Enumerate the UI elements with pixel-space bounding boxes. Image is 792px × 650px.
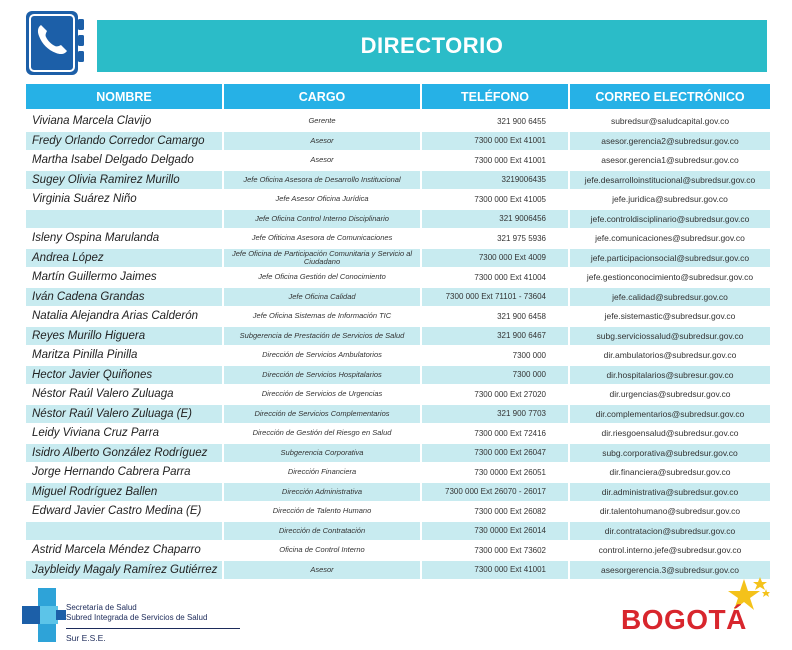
cell-nombre: Iván Cadena Grandas xyxy=(26,288,222,308)
table-body xyxy=(26,112,770,580)
cell-correo[interactable]: control.interno.jefe@subredsur.gov.co xyxy=(570,541,770,561)
table-row xyxy=(26,385,770,405)
cell-telefono: 730 0000 Ext 26051 xyxy=(422,463,568,483)
table-row xyxy=(26,210,770,230)
cell-cargo: Asesor xyxy=(224,561,420,581)
column-header-cargo: CARGO xyxy=(224,84,420,112)
cell-telefono: 7300 000 xyxy=(422,346,568,366)
page-title: DIRECTORIO xyxy=(360,33,504,58)
cell-nombre: Edward Javier Castro Medina (E) xyxy=(26,502,222,522)
table-row xyxy=(26,483,770,503)
cell-nombre: Miguel Rodríguez Ballen xyxy=(26,483,222,503)
cell-cargo: Oficina de Control Interno xyxy=(224,541,420,561)
cell-correo[interactable]: jefe.sistemastic@subredsur.gov.co xyxy=(570,307,770,327)
cell-cargo: Jefe Asesor Oficina Jurídica xyxy=(224,190,420,210)
org-line-1: Secretaría de Salud xyxy=(66,603,137,612)
cell-cargo: Dirección de Gestión del Riesgo en Salud xyxy=(224,424,420,444)
cell-correo[interactable]: dir.financiera@subredsur.gov.co xyxy=(570,463,770,483)
cell-correo[interactable]: subg.corporativa@subredsur.gov.co xyxy=(570,444,770,464)
table-row xyxy=(26,444,770,464)
title-bar xyxy=(97,20,767,72)
cell-correo[interactable]: subg.serviciossalud@subredsur.gov.co xyxy=(570,327,770,347)
table-row xyxy=(26,112,770,132)
cell-cargo: Jefe Oficina Control Interno Disciplinario xyxy=(224,210,420,230)
cell-cargo: Dirección de Servicios Ambulatorios xyxy=(224,346,420,366)
cell-telefono: 7300 000 Ext 71101 - 73604 xyxy=(422,288,568,308)
cell-cargo: Dirección de Servicios de Urgencias xyxy=(224,385,420,405)
cell-nombre: Martín Guillermo Jaimes xyxy=(26,268,222,288)
cell-cargo: Dirección de Contratación xyxy=(224,522,420,542)
cell-nombre: Astrid Marcela Méndez Chaparro xyxy=(26,541,222,561)
table-row xyxy=(26,424,770,444)
cell-nombre: Fredy Orlando Corredor Camargo xyxy=(26,132,222,152)
column-header-nombre: NOMBRE xyxy=(26,84,222,112)
table-row xyxy=(26,288,770,308)
cell-cargo: Dirección de Servicios Complementarios xyxy=(224,405,420,425)
table-row xyxy=(26,327,770,347)
table-header-row xyxy=(26,84,770,112)
cell-cargo: Jefe Oficina Calidad xyxy=(224,288,420,308)
cell-nombre: Leidy Viviana Cruz Parra xyxy=(26,424,222,444)
cell-telefono: 321 900 6467 xyxy=(422,327,568,347)
cell-cargo: Jefe Ofiticina Asesora de Comunicaciones xyxy=(224,229,420,249)
table-row xyxy=(26,366,770,386)
table-row xyxy=(26,151,770,171)
cell-correo[interactable]: asesorgerencia.3@subredsur.gov.co xyxy=(570,561,770,581)
cell-nombre: Maritza Pinilla Pinilla xyxy=(26,346,222,366)
table-row xyxy=(26,132,770,152)
cell-nombre: Isleny Ospina Marulanda xyxy=(26,229,222,249)
table-row xyxy=(26,405,770,425)
table-row xyxy=(26,268,770,288)
cell-correo[interactable]: dir.ambulatorios@subredsur.gov.co xyxy=(570,346,770,366)
cell-correo[interactable]: dir.riesgoensalud@subredsur.gov.co xyxy=(570,424,770,444)
cell-cargo: Dirección Financiera xyxy=(224,463,420,483)
cell-correo[interactable]: subredsur@saludcapital.gov.co xyxy=(570,112,770,132)
column-header-correo: CORREO ELECTRÓNICO xyxy=(570,84,770,112)
table-row xyxy=(26,561,770,581)
cell-telefono: 3219006435 xyxy=(422,171,568,191)
cell-nombre: Isidro Alberto González Rodríguez xyxy=(26,444,222,464)
cell-nombre: Reyes Murillo Higuera xyxy=(26,327,222,347)
cell-cargo: Asesor xyxy=(224,151,420,171)
table-row xyxy=(26,541,770,561)
org-line-3: Sur E.S.E. xyxy=(66,633,106,643)
cell-nombre: Hector Javier Quiñones xyxy=(26,366,222,386)
table-row xyxy=(26,307,770,327)
table-row xyxy=(26,190,770,210)
cell-correo[interactable]: jefe.gestionconocimiento@subredsur.gov.co xyxy=(570,268,770,288)
cell-nombre xyxy=(26,522,222,542)
logo-divider xyxy=(66,628,240,629)
cell-correo[interactable]: dir.urgencias@subredsur.gov.co xyxy=(570,385,770,405)
cell-cargo: Dirección de Talento Humano xyxy=(224,502,420,522)
cell-cargo: Gerente xyxy=(224,112,420,132)
cell-cargo: Jefe Oficina Gestión del Conocimiento xyxy=(224,268,420,288)
cell-nombre: Néstor Raúl Valero Zuluaga xyxy=(26,385,222,405)
cell-telefono: 321 900 7703 xyxy=(422,405,568,425)
cell-cargo: Subgerencia de Prestación de Servicios de Salud xyxy=(224,327,420,347)
directory-table xyxy=(24,84,772,580)
cell-telefono: 7300 000 Ext 26070 - 26017 xyxy=(422,483,568,503)
cell-telefono: 321 900 6458 xyxy=(422,307,568,327)
phone-book-icon xyxy=(24,9,86,77)
bogota-logo: BOGOTÁ xyxy=(621,604,747,635)
cell-telefono: 730 0000 Ext 26014 xyxy=(422,522,568,542)
cell-correo[interactable]: jefe.participacionsocial@subredsur.gov.co xyxy=(570,249,770,269)
cell-nombre: Andrea López xyxy=(26,249,222,269)
cell-nombre: Martha Isabel Delgado Delgado xyxy=(26,151,222,171)
cell-nombre: Virginia Suárez Niño xyxy=(26,190,222,210)
cell-telefono: 7300 000 Ext 41001 xyxy=(422,132,568,152)
org-name xyxy=(66,603,207,623)
cell-correo[interactable]: dir.talentohumano@subredsur.gov.co xyxy=(570,502,770,522)
cell-nombre: Sugey Olivia Ramirez Murillo xyxy=(26,171,222,191)
cell-telefono: 7300 000 Ext 26082 xyxy=(422,502,568,522)
cell-cargo: Asesor xyxy=(224,132,420,152)
cell-telefono: 7300 000 Ext 41005 xyxy=(422,190,568,210)
cell-nombre: Néstor Raúl Valero Zuluaga (E) xyxy=(26,405,222,425)
cell-telefono: 7300 000 Ext 26047 xyxy=(422,444,568,464)
cell-cargo: Dirección de Servicios Hospitalarios xyxy=(224,366,420,386)
cell-telefono: 321 900 6455 xyxy=(422,112,568,132)
cell-telefono: 321 975 5936 xyxy=(422,229,568,249)
column-header-telefono: TELÉFONO xyxy=(422,84,568,112)
cell-correo[interactable]: dir.contratacion@subredsur.gov.co xyxy=(570,522,770,542)
cell-correo[interactable]: jefe.juridica@subredsur.gov.co xyxy=(570,190,770,210)
cell-cargo: Jefe Oficina Sistemas de Información TIC xyxy=(224,307,420,327)
cell-cargo: Subgerencia Corporativa xyxy=(224,444,420,464)
cell-cargo: Jefe Oficina de Participación Comunitaria y Servicio al Ciudadano xyxy=(224,249,420,269)
table-row xyxy=(26,249,770,269)
cell-correo[interactable]: asesor.gerencia2@subredsur.gov.co xyxy=(570,132,770,152)
cell-correo[interactable]: dir.administrativa@subredsur.gov.co xyxy=(570,483,770,503)
cell-telefono: 7300 000 Ext 41004 xyxy=(422,268,568,288)
cell-telefono: 7300 000 Ext 72416 xyxy=(422,424,568,444)
cell-correo[interactable]: jefe.controldisciplinario@subredsur.gov.co xyxy=(570,210,770,230)
cell-telefono: 7300 000 Ext 27020 xyxy=(422,385,568,405)
cell-correo[interactable]: jefe.calidad@subredsur.gov.co xyxy=(570,288,770,308)
cell-correo[interactable]: dir.complementarios@subredsur.gov.co xyxy=(570,405,770,425)
cell-telefono: 7300 000 Ext 4009 xyxy=(422,249,568,269)
cell-nombre: Viviana Marcela Clavijo xyxy=(26,112,222,132)
table-row xyxy=(26,463,770,483)
table-row xyxy=(26,229,770,249)
cell-nombre: Jorge Hernando Cabrera Parra xyxy=(26,463,222,483)
cell-telefono: 7300 000 Ext 41001 xyxy=(422,561,568,581)
table-row xyxy=(26,171,770,191)
cell-telefono: 7300 000 xyxy=(422,366,568,386)
table-row xyxy=(26,522,770,542)
cell-cargo: Jefe Oficina Asesora de Desarrollo Institucional xyxy=(224,171,420,191)
cell-cargo: Dirección Administrativa xyxy=(224,483,420,503)
cell-nombre: Natalia Alejandra Arias Calderón xyxy=(26,307,222,327)
cell-correo[interactable]: jefe.comunicaciones@subredsur.gov.co xyxy=(570,229,770,249)
table-row xyxy=(26,502,770,522)
org-line-2: Subred Integrada de Servicios de Salud xyxy=(66,613,208,622)
cell-nombre: Jaybleidy Magaly Ramírez Gutiérrez xyxy=(26,561,222,581)
table-row xyxy=(26,346,770,366)
cell-telefono: 7300 000 Ext 73602 xyxy=(422,541,568,561)
cell-telefono: 321 9006456 xyxy=(422,210,568,230)
cell-correo[interactable]: jefe.desarrolloinstitucional@subredsur.gov.co xyxy=(570,171,770,191)
cell-nombre xyxy=(26,210,222,230)
cell-telefono: 7300 000 Ext 41001 xyxy=(422,151,568,171)
cell-correo[interactable]: dir.hospitalarios@subresur.gov.co xyxy=(570,366,770,386)
cell-correo[interactable]: asesor.gerencia1@subredsur.gov.co xyxy=(570,151,770,171)
